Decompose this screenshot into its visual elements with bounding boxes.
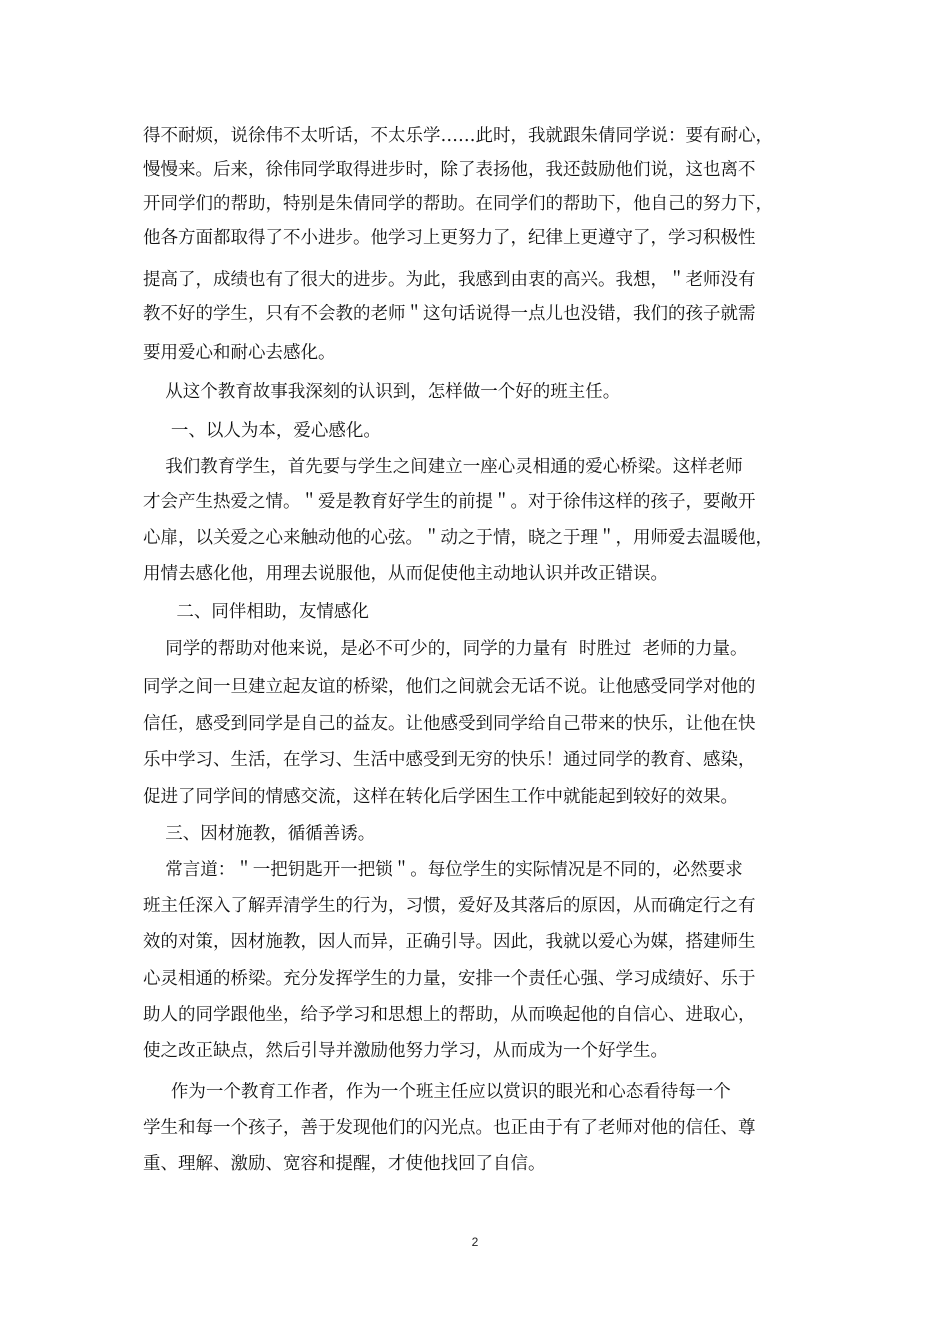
text-line: 效的对策，因材施教，因人而异，正确引导。因此，我就以爱心为媒，搭建师生 bbox=[143, 932, 756, 952]
text-line: 从这个教育故事我深刻的认识到，怎样做一个好的班主任。 bbox=[143, 382, 621, 402]
text-line: 心灵相通的桥梁。充分发挥学生的力量，安排一个责任心强、学习成绩好、乐于 bbox=[143, 969, 756, 989]
text-line: 使之改正缺点，然后引导并激励他努力学习，从而成为一个好学生。 bbox=[143, 1041, 668, 1061]
section-heading: 三、因材施教，循循善诱。 bbox=[143, 824, 376, 844]
text-line: 得不耐烦，说徐伟不太听话，不太乐学……此时，我就跟朱倩同学说：要有耐心， bbox=[143, 126, 773, 146]
text-line: 开同学们的帮助，特别是朱倩同学的帮助。在同学们的帮助下，他自己的努力下， bbox=[143, 194, 773, 214]
text-line: 他各方面都取得了不小进步。他学习上更努力了，纪律上更遵守了，学习积极性 bbox=[143, 228, 756, 248]
text-line: 促进了同学间的情感交流，这样在转化后学困生工作中就能起到较好的效果。 bbox=[143, 787, 738, 807]
text-line: 用情去感化他，用理去说服他，从而促使他主动地认识并改正错误。 bbox=[143, 564, 668, 584]
text-line: 才会产生热爱之情。＂爱是教育好学生的前提＂。对于徐伟这样的孩子，要敞开 bbox=[143, 492, 756, 512]
text-line: 学生和每一个孩子，善于发现他们的闪光点。也正由于有了老师对他的信任、尊 bbox=[143, 1118, 756, 1138]
page-number: 2 bbox=[471, 1235, 479, 1249]
text-line: 助人的同学跟他坐，给予学习和思想上的帮助，从而唤起他的自信心、进取心， bbox=[143, 1005, 756, 1025]
text-line: 要用爱心和耐心去感化。 bbox=[143, 343, 336, 363]
text-line: 班主任深入了解弄清学生的行为，习惯，爱好及其落后的原因，从而确定行之有 bbox=[143, 896, 756, 916]
text-line: 重、理解、激励、宽容和提醒，才使他找回了自信。 bbox=[143, 1154, 546, 1174]
text-line: 常言道：＂一把钥匙开一把锁＂。每位学生的实际情况是不同的，必然要求 bbox=[143, 860, 743, 880]
text-line: 乐中学习、生活，在学习、生活中感受到无穷的快乐！通过同学的教育、感染， bbox=[143, 750, 756, 770]
text-line: 慢慢来。后来，徐伟同学取得进步时，除了表扬他，我还鼓励他们说，这也离不 bbox=[143, 160, 756, 180]
section-heading: 一、以人为本，爱心感化。 bbox=[143, 421, 381, 441]
text-line: 同学之间一旦建立起友谊的桥梁，他们之间就会无话不说。让他感受同学对他的 bbox=[143, 677, 756, 697]
text-line: 同学的帮助对他来说，是必不可少的，同学的力量有 时胜过 老师的力量。 bbox=[143, 639, 748, 659]
text-line: 信任，感受到同学是自己的益友。让他感受到同学给自己带来的快乐，让他在快 bbox=[143, 714, 756, 734]
text-line: 作为一个教育工作者，作为一个班主任应以赏识的眼光和心态看待每一个 bbox=[143, 1082, 731, 1102]
text-line: 我们教育学生，首先要与学生之间建立一座心灵相通的爱心桥梁。这样老师 bbox=[143, 457, 743, 477]
section-heading: 二、同伴相助，友情感化 bbox=[143, 602, 369, 622]
text-line: 提高了，成绩也有了很大的进步。为此，我感到由衷的高兴。我想，＂老师没有 bbox=[143, 270, 756, 290]
text-line: 心扉，以关爱之心来触动他的心弦。＂动之于情，晓之于理＂，用师爱去温暖他， bbox=[143, 528, 773, 548]
text-line: 教不好的学生，只有不会教的老师＂这句话说得一点儿也没错，我们的孩子就需 bbox=[143, 304, 756, 324]
